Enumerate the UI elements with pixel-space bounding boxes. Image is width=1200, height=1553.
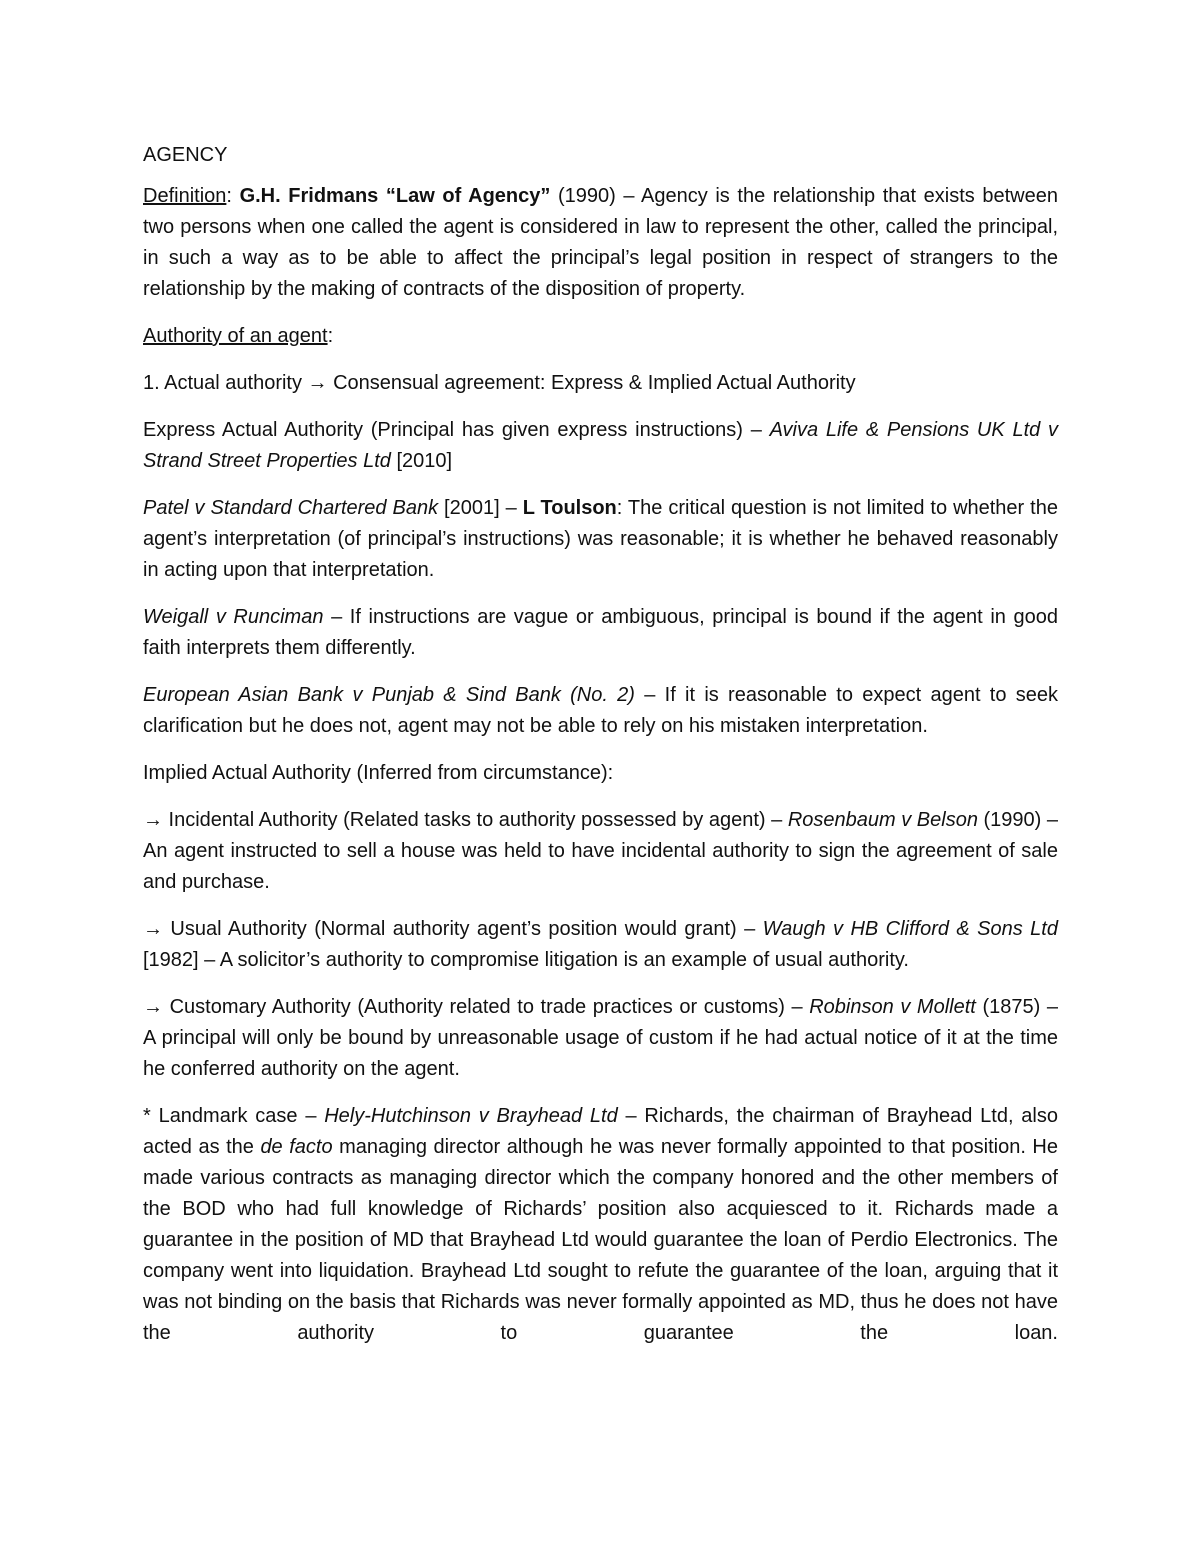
usual-text: → Usual Authority (Normal authority agent’s position would grant) – — [143, 918, 763, 940]
authority-heading — [143, 321, 1058, 352]
landmark-text: * Landmark case – — [143, 1105, 325, 1127]
incidental-case: Rosenbaum v Belson — [787, 809, 978, 831]
landmark-paragraph — [143, 1101, 1058, 1349]
landmark-defacto: de facto — [260, 1136, 333, 1158]
european-paragraph — [143, 680, 1058, 742]
weigall-text: – If instructions are vague or ambiguous, principal is bound if the agent in good faith interprets them differently. — [143, 606, 1058, 659]
european-text: – If it is reasonable to expect agent to seek clarification but he does not, agent may not be able to rely on his mistaken interpretation. — [143, 684, 1058, 737]
express-year: [2010] — [390, 450, 453, 472]
usual-case: Waugh v HB Clifford & Sons Ltd — [762, 918, 1058, 940]
usual-text2: [1982] – A solicitor’s authority to compromise litigation is an example of usual authority. — [143, 949, 909, 971]
customary-paragraph — [143, 992, 1058, 1085]
weigall-paragraph — [143, 602, 1058, 664]
document-title: AGENCY — [143, 144, 228, 166]
implied-heading: Implied Actual Authority (Inferred from circumstance): — [143, 762, 614, 784]
incidental-paragraph — [143, 805, 1058, 898]
patel-case: Patel v Standard Chartered Bank — [143, 497, 439, 519]
authority-heading-label: Authority of an agent — [143, 325, 328, 347]
patel-year: [2001] – — [438, 497, 523, 519]
definition-label: Definition — [143, 185, 227, 207]
actual-authority-line: 1. Actual authority → Consensual agreement: Express & Implied Actual Authority — [143, 372, 856, 394]
definition-colon: : — [226, 185, 240, 207]
landmark-text3: managing director although he was never formally appointed to that position. He made various contracts as managing director which the company honored and the other members of the BOD who had full knowledge of Richards’ position also acquiesced to it. Richards made a guarantee in the position of MD that Brayhead Ltd would guarantee the loan of Perdio Electronics. The company went into liquidation. Brayhead Ltd sought to refute the guarantee of the loan, arguing that it was not binding on the basis that Richards was never formally appointed as MD, thus he does not have the authority to guarantee the loan. — [143, 1136, 1058, 1344]
usual-paragraph — [143, 914, 1058, 976]
customary-case: Robinson v Mollett — [809, 996, 976, 1018]
patel-paragraph — [143, 493, 1058, 586]
incidental-text2: (1990) – An agent instructed to sell a house was held to have incidental authority to sign the agreement of sale and purchase. — [143, 809, 1059, 893]
european-case: European Asian Bank v Punjab & Sind Bank (No. 2) — [143, 684, 635, 706]
customary-text: → Customary Authority (Authority related to trade practices or customs) – — [143, 996, 810, 1018]
landmark-text2: – Richards, the chairman of Brayhead Ltd, also acted as the — [143, 1105, 1058, 1158]
patel-text: : The critical question is not limited to whether the agent’s interpretation (of principal’s instructions) was reasonable; it is whether he behaved reasonably in acting upon that interpretation. — [143, 497, 1058, 581]
weigall-case: Weigall v Runciman — [143, 606, 324, 628]
definition-source: G.H. Fridmans “Law of Agency” — [239, 185, 551, 207]
express-paragraph — [143, 415, 1058, 477]
patel-judge: L Toulson — [522, 497, 617, 519]
definition-paragraph — [143, 181, 1058, 305]
customary-text2: (1875) – A principal will only be bound by unreasonable usage of custom if he had actual notice of it at the time he conferred authority on the agent. — [143, 996, 1058, 1080]
incidental-text: → Incidental Authority (Related tasks to authority possessed by agent) – — [143, 809, 788, 831]
landmark-case: Hely-Hutchinson v Brayhead Ltd — [324, 1105, 618, 1127]
document-page — [143, 140, 1058, 1365]
express-case: Aviva Life & Pensions UK Ltd v Strand Street Properties Ltd — [143, 419, 1058, 472]
definition-text: (1990) – Agency is the relationship that exists between two persons when one called the agent is considered in law to represent the other, called the principal, in such a way as to be able to affect the principal’s legal position in respect of strangers to the relationship by the making of contracts of the disposition of property. — [143, 185, 1058, 300]
express-text: Express Actual Authority (Principal has given express instructions) – — [143, 419, 770, 441]
authority-heading-colon: : — [327, 325, 334, 347]
